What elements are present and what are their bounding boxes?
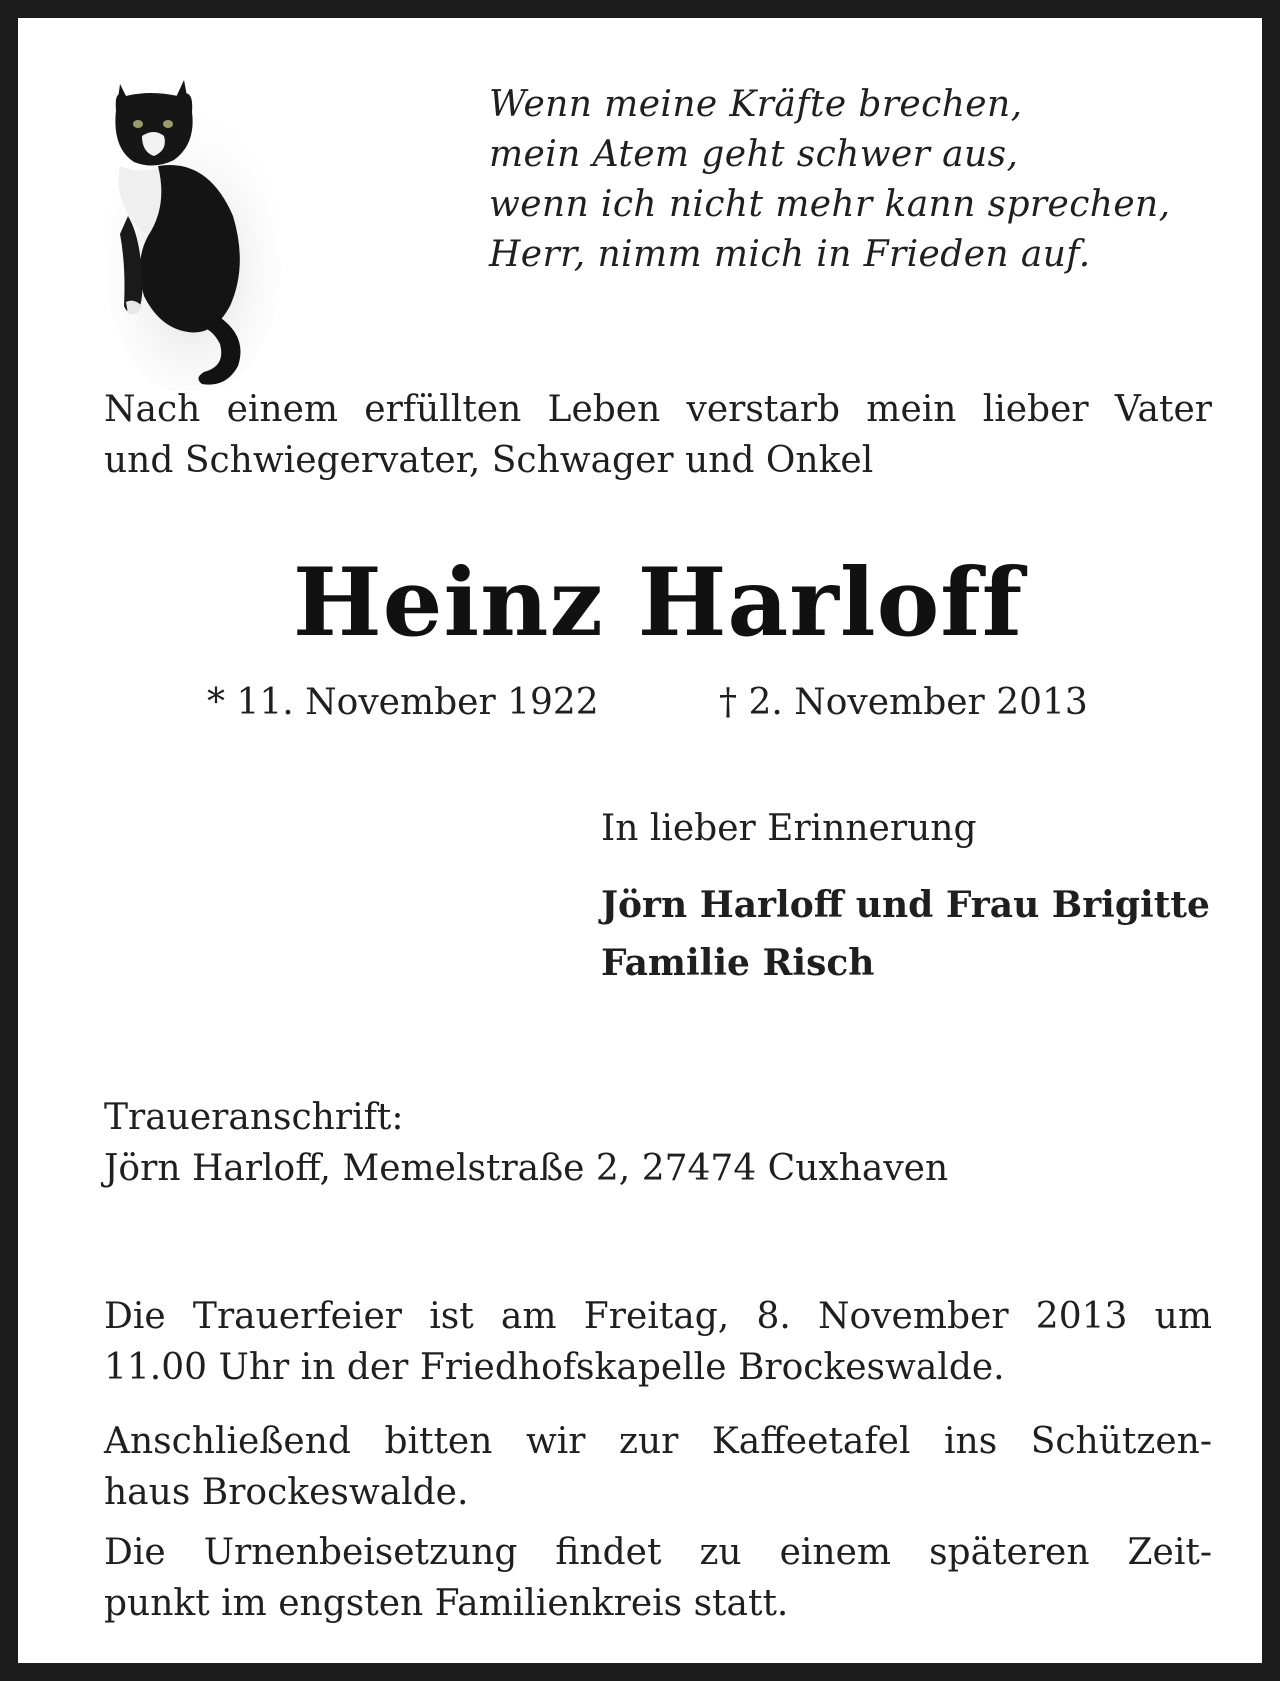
poem: [489, 80, 1170, 280]
ceremony-line: 11.00 Uhr in der Friedhofskapelle Brockeswalde.: [104, 1347, 1005, 1388]
urn-line: punkt im engsten Familienkreis statt.: [104, 1583, 789, 1624]
death-date: † 2. November 2013: [719, 682, 1088, 723]
coffee-paragraph: [104, 1416, 1212, 1518]
address-label: Traueranschrift:: [104, 1097, 404, 1138]
coffee-line: Anschließend bitten wir zur Kaffeetafel ins Schützen-: [104, 1421, 1212, 1462]
memory-line: In lieber Erinnerung: [601, 808, 977, 849]
cat-illustration: [98, 66, 283, 391]
intro-line: und Schwiegervater, Schwager und Onkel: [104, 440, 874, 481]
condolence-address: [104, 1092, 948, 1194]
poem-line: mein Atem geht schwer aus,: [489, 134, 1019, 175]
intro-text: [104, 384, 1212, 486]
family-line: Familie Risch: [601, 942, 875, 984]
urn-line: Die Urnenbeisetzung findet zu einem späteren Zeit-: [104, 1532, 1212, 1573]
poem-line: Herr, nimm mich in Frieden auf.: [489, 234, 1091, 275]
poem-line: wenn ich nicht mehr kann sprechen,: [489, 184, 1171, 225]
family-names: [601, 876, 1210, 992]
family-line: Jörn Harloff und Frau Brigitte: [601, 884, 1210, 926]
ceremony-line: Die Trauerfeier ist am Freitag, 8. November 2013 um: [104, 1296, 1212, 1337]
deceased-name: Heinz Harloff: [292, 548, 1024, 658]
coffee-line: haus Brockeswalde.: [104, 1472, 469, 1513]
ceremony-paragraph: [104, 1291, 1212, 1393]
address-value: Jörn Harloff, Memelstraße 2, 27474 Cuxhaven: [104, 1148, 949, 1189]
poem-line: Wenn meine Kräfte brechen,: [489, 84, 1023, 125]
urn-paragraph: [104, 1527, 1212, 1629]
intro-line: Nach einem erfüllten Leben verstarb mein lieber Vater: [104, 389, 1212, 430]
birth-date: * 11. November 1922: [207, 682, 599, 723]
